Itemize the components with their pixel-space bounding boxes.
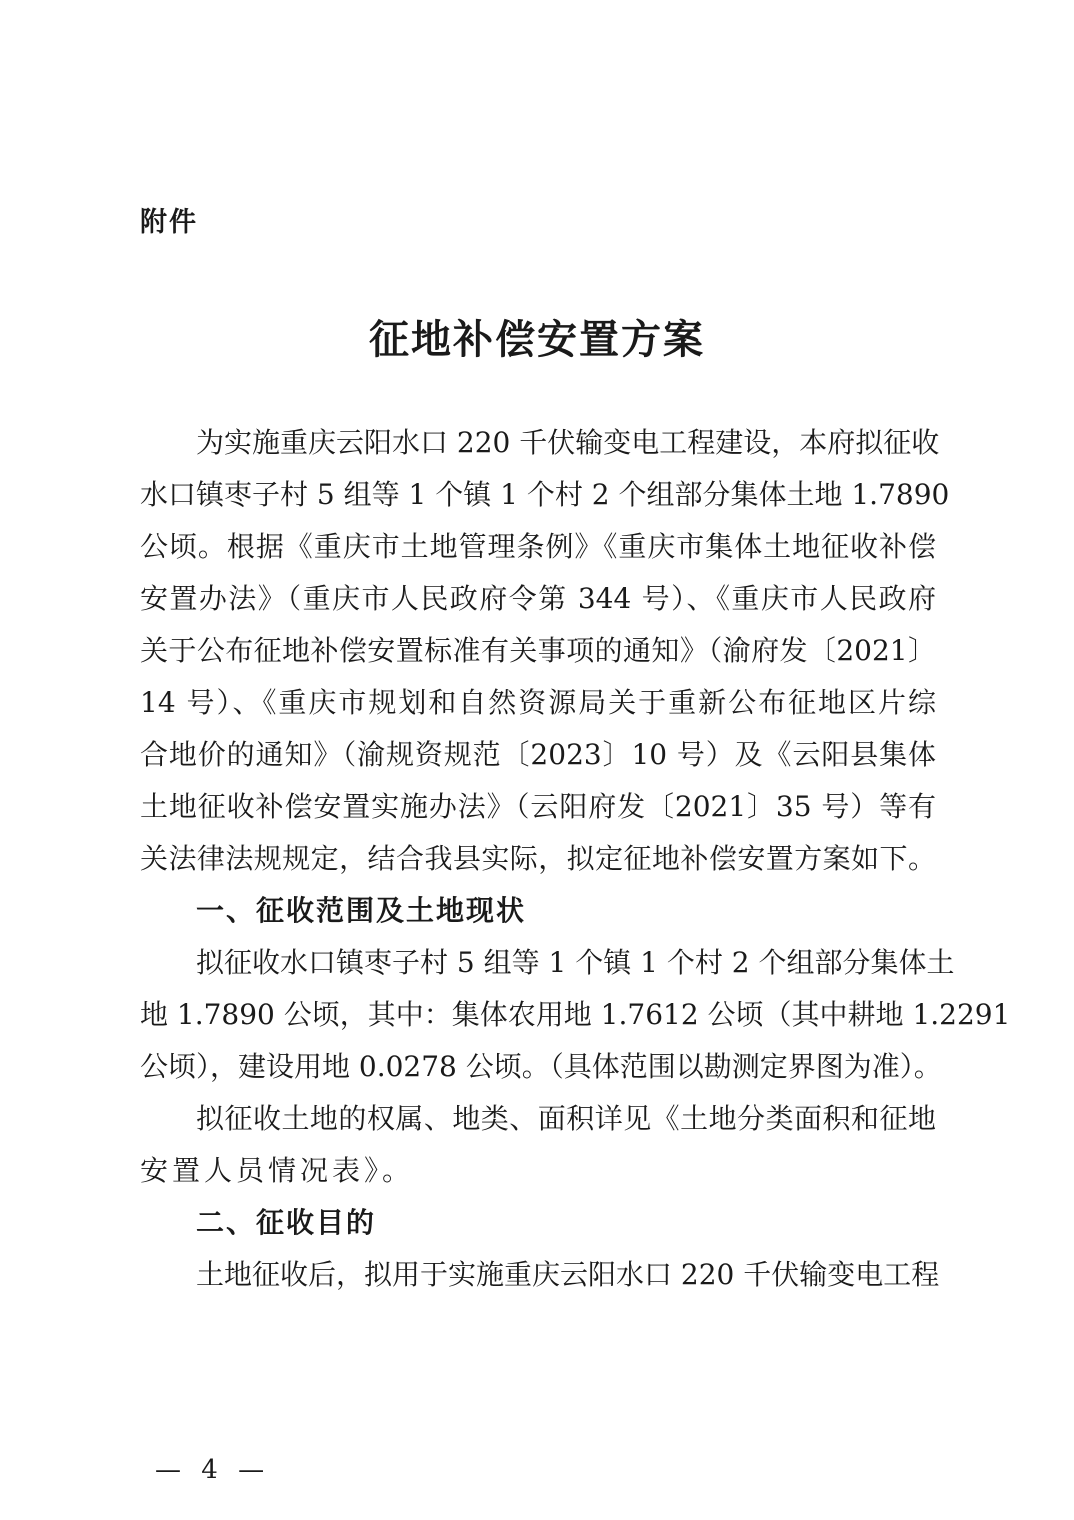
text-line: 拟征收土地的权属、地类、面积详见《土地分类面积和征地: [196, 1102, 936, 1135]
text-line: 土地征收后，拟用于实施重庆云阳水口 220 千伏输变电工程: [196, 1258, 940, 1291]
text-line: 地 1.7890 公顷，其中：集体农用地 1.7612 公顷（其中耕地 1.2291: [140, 998, 1011, 1031]
text-line: 公顷。根据《重庆市土地管理条例》《重庆市集体土地征收补偿: [140, 530, 936, 563]
text-line: 安置人员情况表》。: [140, 1154, 415, 1187]
text-line: 土地征收补偿安置实施办法》（云阳府发〔2021〕35 号）等有: [140, 790, 936, 823]
text-line: 公顷），建设用地 0.0278 公顷。（具体范围以勘测定界图为准）。: [140, 1050, 942, 1083]
page-title: 征地补偿安置方案: [369, 316, 705, 363]
text-line: 14 号）、《重庆市规划和自然资源局关于重新公布征地区片综: [140, 686, 936, 719]
text-line: 拟征收水口镇枣子村 5 组等 1 个镇 1 个村 2 个组部分集体土: [196, 946, 955, 979]
text-line: 水口镇枣子村 5 组等 1 个镇 1 个村 2 个组部分集体土地 1.7890: [140, 478, 950, 511]
text-line: 合地价的通知》（渝规资规范〔2023〕10 号）及《云阳县集体: [140, 738, 936, 771]
text-line: 关法律法规规定，结合我县实际，拟定征地补偿安置方案如下。: [140, 842, 936, 875]
text-line: 关于公布征地补偿安置标准有关事项的通知》（渝府发〔2021〕: [140, 634, 936, 667]
text-line: 安置办法》（重庆市人民政府令第 344 号）、《重庆市人民政府: [140, 582, 936, 615]
section-heading-purpose: 二、征收目的: [196, 1206, 377, 1239]
text-line: 为实施重庆云阳水口 220 千伏输变电工程建设，本府拟征收: [196, 426, 940, 459]
page-number: — 4 —: [155, 1455, 271, 1485]
attachment-label: 附件: [140, 207, 198, 238]
section-heading-scope: 一、征收范围及土地现状: [196, 894, 527, 927]
